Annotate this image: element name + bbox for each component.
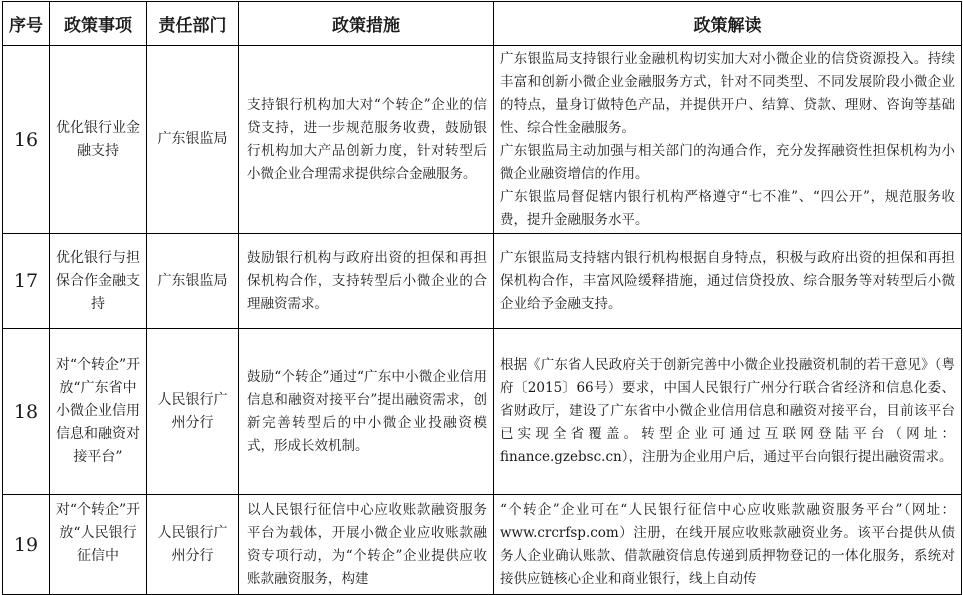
header-dept: 责任部门 xyxy=(147,2,239,46)
policy-item: 优化银行与担保合作金融支持 xyxy=(50,234,147,329)
row-number: 18 xyxy=(3,329,50,495)
policy-interpretation xyxy=(494,234,962,329)
header-seq: 序号 xyxy=(3,2,50,46)
responsible-dept: 人民银行广州分行 xyxy=(147,329,239,495)
header-measure: 政策措施 xyxy=(239,2,494,46)
policy-measure: 支持银行机构加大对“个转企”企业的信贷支持，进一步规范服务收费，鼓励银行机构加大产品创新力度，针对转型后小微企业合理需求提供综合金融服务。 xyxy=(239,46,494,234)
table-row xyxy=(3,234,962,329)
policy-item: 对“个转企”开放“人民银行征信中 xyxy=(50,495,147,595)
interp-paragraph: 广东银监局支持银行业金融机构切实加大对小微企业的信贷资源投入。持续丰富和创新小微企业金融服务方式，针对不同类型、不同发展阶段小微企业的特点，量身订做特色产品，并提供开户、结算、贷款、理财、咨询等基础性、综合性金融服务。 xyxy=(500,50,955,136)
responsible-dept: 广东银监局 xyxy=(147,234,239,329)
interp-paragraph: 根据《广东省人民政府关于创新完善中小微企业投融资机制的若干意见》（粤府〔2015〕66号）要求，中国人民银行广州分行联合省经济和信息化委、省财政厅，建设了广东省中小微企业信用信息和融资对接平台，目前该平台已实现全省覆盖。转型企业可通过互联网登陆平台（网址：finance.gzebsc.cn），注册为企业用户后，通过平台向银行提出融资需求。 xyxy=(500,357,955,465)
table-header-row xyxy=(3,2,962,46)
policy-item: 优化银行业金融支持 xyxy=(50,46,147,234)
interp-paragraph: 广东银监局主动加强与相关部门的沟通合作，充分发挥融资性担保机构为小微企业融资增信的作用。 xyxy=(500,142,955,182)
policy-measure: 鼓励“个转企”通过“广东中小微企业信用信息和融资对接平台”提出融资需求，创新完善转型后的中小微企业投融资模式，形成长效机制。 xyxy=(239,329,494,495)
policy-measure: 鼓励银行机构与政府出资的担保和再担保机构合作，支持转型后小微企业的合理融资需求。 xyxy=(239,234,494,329)
interp-paragraph: 广东银监局支持辖内银行机构根据自身特点，积极与政府出资的担保和再担保机构合作，丰富风险缓释措施，通过信贷投放、综合服务等对转型后小微企业给予金融支持。 xyxy=(500,249,955,312)
policy-measure: 以人民银行征信中心应收账款融资服务平台为载体，开展小微企业应收账款融资专项行动，为“个转企”企业提供应收账款融资服务，构建 xyxy=(239,495,494,595)
policy-interpretation xyxy=(494,495,962,595)
header-interp: 政策解读 xyxy=(494,2,962,46)
responsible-dept: 人民银行广州分行 xyxy=(147,495,239,595)
policy-interpretation xyxy=(494,329,962,495)
header-item: 政策事项 xyxy=(50,2,147,46)
row-number: 19 xyxy=(3,495,50,595)
policy-item: 对“个转企”开放“广东省中小微企业信用信息和融资对接平台” xyxy=(50,329,147,495)
row-number: 17 xyxy=(3,234,50,329)
table-row xyxy=(3,329,962,495)
responsible-dept: 广东银监局 xyxy=(147,46,239,234)
policy-table xyxy=(2,1,962,595)
table-row xyxy=(3,46,962,234)
policy-interpretation xyxy=(494,46,962,234)
row-number: 16 xyxy=(3,46,50,234)
interp-paragraph: 广东银监局督促辖内银行机构严格遵守“七不准”、“四公开”，规范服务收费，提升金融服务水平。 xyxy=(500,188,955,228)
table-row xyxy=(3,495,962,595)
interp-paragraph: “个转企”企业可在“人民银行征信中心应收账款融资服务平台”（网址：www.crcrfsp.com）注册，在线开展应收账款融资业务。该平台提供从债务人企业确认账款、借款融资信息传递到质押物登记的一体化服务，系统对接供应链核心企业和商业银行，线上自动传 xyxy=(500,502,955,587)
